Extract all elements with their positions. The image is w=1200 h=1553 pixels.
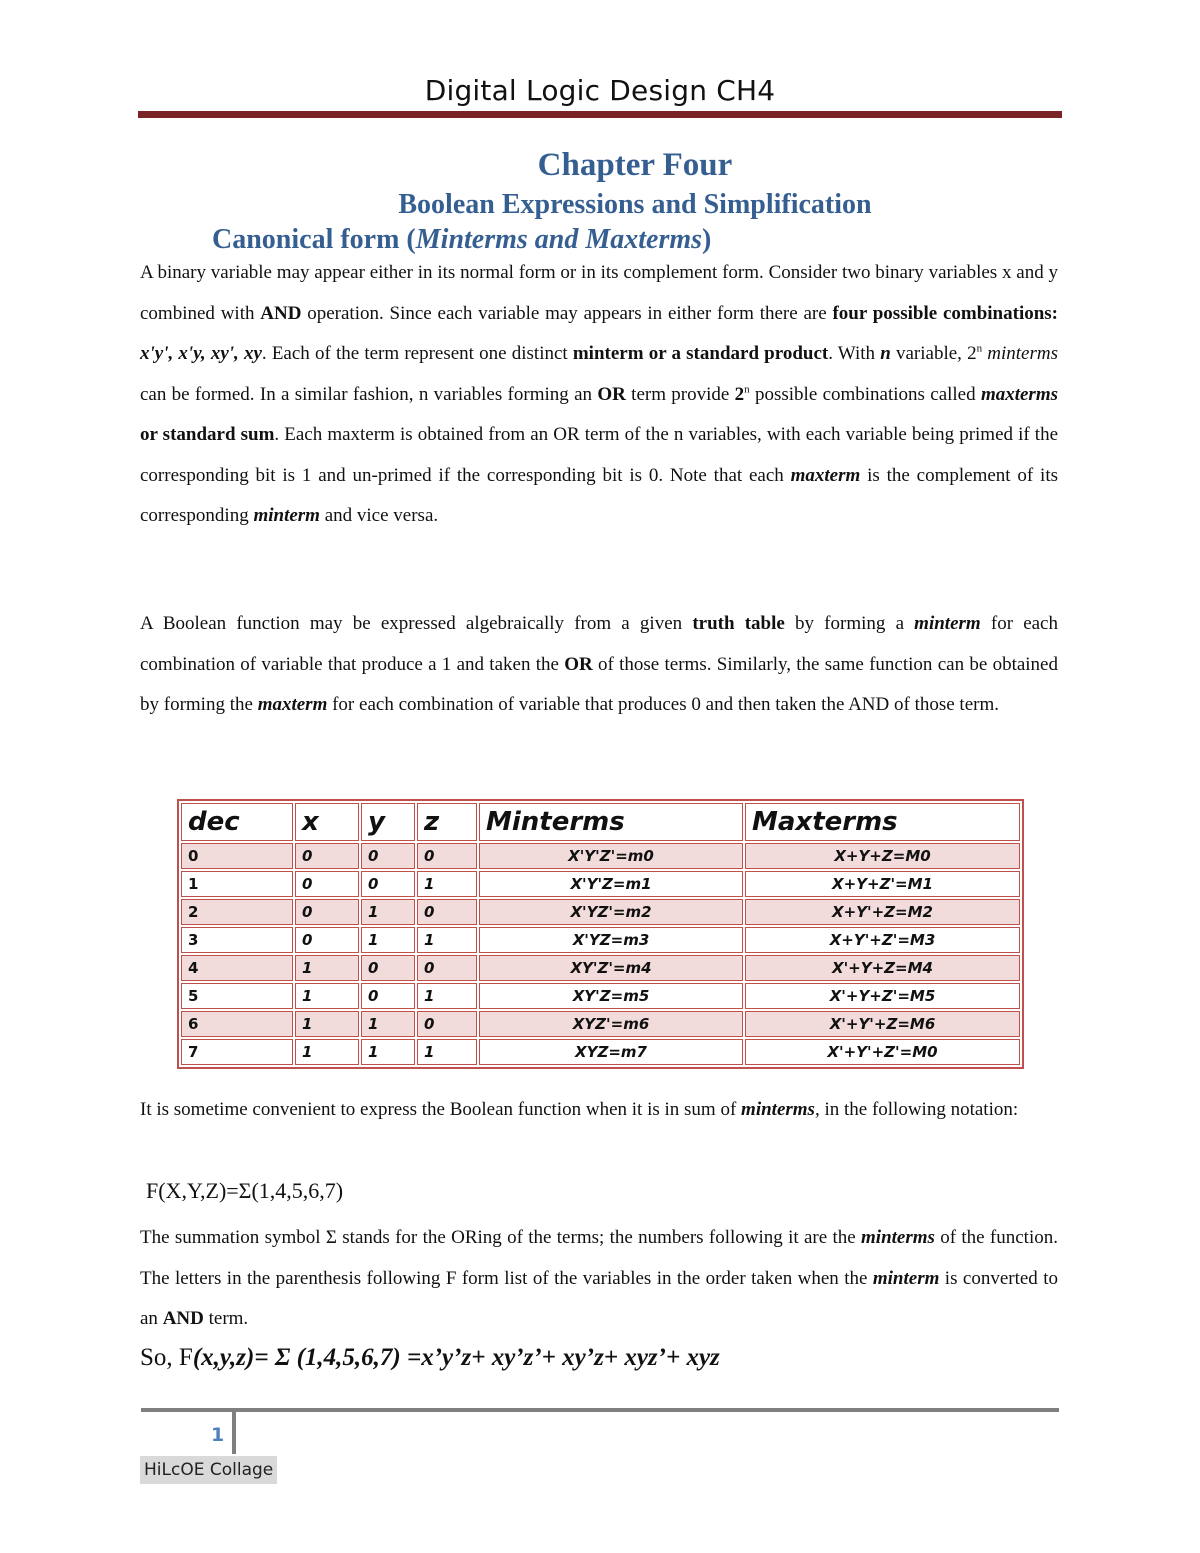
- table-row: [181, 955, 1020, 981]
- page-number: 1: [211, 1424, 225, 1446]
- cell-z: 0: [417, 955, 477, 981]
- cell-minterm: XYZ=m7: [479, 1039, 743, 1065]
- header-title: Digital Logic Design CH4: [424, 74, 776, 107]
- chapter-title: Chapter Four: [537, 147, 733, 183]
- cell-maxterm: X'+Y'+Z=M6: [745, 1011, 1020, 1037]
- header-rule: [138, 111, 1062, 118]
- cell-minterm: XY'Z'=m4: [479, 955, 743, 981]
- cell-z: 0: [417, 899, 477, 925]
- header-minterms: Minterms: [479, 803, 743, 841]
- table-row: [181, 1011, 1020, 1037]
- cell-z: 0: [417, 1011, 477, 1037]
- cell-maxterm: X'+Y'+Z'=M0: [745, 1039, 1020, 1065]
- cell-y: 1: [361, 927, 415, 953]
- cell-y: 1: [361, 1039, 415, 1065]
- cell-z: 1: [417, 871, 477, 897]
- paragraph-truth-table: A Boolean function may be expressed algebraically from a given truth table by forming a minterm for each combination of variable that produce a 1 and taken the OR of those terms. Similarly, the same function can be obtained by forming the maxterm for each combination of variable that produces 0 and then taken the AND of those term.: [140, 613, 1058, 715]
- final-expression: So, F(x,y,z)= Σ (1,4,5,6,7) =x’y’z+ xy’z’+ xy’z+ xyz’+ xyz: [140, 1344, 720, 1371]
- cell-x: 1: [295, 1039, 359, 1065]
- cell-dec: 3: [181, 927, 293, 953]
- cell-maxterm: X+Y'+Z'=M3: [745, 927, 1020, 953]
- cell-maxterm: X+Y+Z'=M1: [745, 871, 1020, 897]
- cell-z: 1: [417, 927, 477, 953]
- cell-z: 1: [417, 983, 477, 1009]
- cell-dec: 5: [181, 983, 293, 1009]
- cell-minterm: XY'Z=m5: [479, 983, 743, 1009]
- table-row: [181, 927, 1020, 953]
- cell-x: 1: [295, 1011, 359, 1037]
- sum-of-minterms-formula: F(X,Y,Z)=Σ(1,4,5,6,7): [146, 1178, 344, 1203]
- chapter-subtitle: Boolean Expressions and Simplification: [398, 189, 872, 220]
- header-y: y: [361, 803, 415, 841]
- cell-x: 1: [295, 983, 359, 1009]
- footer-organization: HiLcOE Collage: [140, 1456, 277, 1484]
- cell-y: 1: [361, 1011, 415, 1037]
- table-row: [181, 983, 1020, 1009]
- cell-minterm: X'YZ=m3: [479, 927, 743, 953]
- cell-y: 0: [361, 871, 415, 897]
- cell-minterm: X'Y'Z=m1: [479, 871, 743, 897]
- paragraph-sum-of-minterms: It is sometime convenient to express the Boolean function when it is in sum of minterms, in the following notation:: [140, 1099, 1019, 1120]
- cell-minterm: X'YZ'=m2: [479, 899, 743, 925]
- cell-z: 0: [417, 843, 477, 869]
- cell-dec: 7: [181, 1039, 293, 1065]
- cell-dec: 0: [181, 843, 293, 869]
- header-x: x: [295, 803, 359, 841]
- cell-dec: 6: [181, 1011, 293, 1037]
- table-row: [181, 899, 1020, 925]
- cell-dec: 1: [181, 871, 293, 897]
- cell-x: 0: [295, 927, 359, 953]
- cell-x: 0: [295, 899, 359, 925]
- paragraph-summation-symbol: The summation symbol Σ stands for the ORing of the terms; the numbers following it are the minterms of the function. The letters in the parenthesis following F form list of the variables in the order taken when the minterm is converted to an AND term.: [140, 1227, 1058, 1329]
- footer-divider: [232, 1410, 236, 1454]
- cell-dec: 4: [181, 955, 293, 981]
- table-row: [181, 871, 1020, 897]
- cell-dec: 2: [181, 899, 293, 925]
- cell-maxterm: X'+Y+Z'=M5: [745, 983, 1020, 1009]
- header-z: z: [417, 803, 477, 841]
- cell-z: 1: [417, 1039, 477, 1065]
- cell-x: 0: [295, 843, 359, 869]
- minterm-maxterm-table: [177, 799, 1024, 1069]
- cell-y: 0: [361, 983, 415, 1009]
- cell-minterm: X'Y'Z'=m0: [479, 843, 743, 869]
- table-header-row: [181, 803, 1020, 841]
- paragraph-canonical-form: A binary variable may appear either in its normal form or in its complement form. Consider two binary variables x and y combined with AND operation. Since each variable may appears in either form there are four possible combinations: x'y', x'y, xy', xy. Each of the term represent one distinct minterm or a standard product. With n variable, 2$^n$ minterms can be formed. In a similar fashion, n variables forming an OR term provide 2$^n$ possible combinations called maxterms or standard sum. Each maxterm is obtained from an OR term of the n variables, with each variable being primed if the corresponding bit is 1 and un-primed if the corresponding bit is 0. Note that each maxterm is the complement of its corresponding minterm and vice versa.: [140, 262, 1059, 526]
- cell-maxterm: X+Y+Z=M0: [745, 843, 1020, 869]
- cell-minterm: XYZ'=m6: [479, 1011, 743, 1037]
- cell-maxterm: X+Y'+Z=M2: [745, 899, 1020, 925]
- cell-x: 0: [295, 871, 359, 897]
- footer-rule: [141, 1408, 1059, 1412]
- cell-x: 1: [295, 955, 359, 981]
- cell-y: 0: [361, 955, 415, 981]
- cell-maxterm: X'+Y+Z=M4: [745, 955, 1020, 981]
- header-maxterms: Maxterms: [745, 803, 1020, 841]
- header-dec: dec: [181, 803, 293, 841]
- table-row: [181, 843, 1020, 869]
- cell-y: 0: [361, 843, 415, 869]
- table-row: [181, 1039, 1020, 1065]
- section-heading: Canonical form (Minterms and Maxterms): [212, 224, 712, 255]
- cell-y: 1: [361, 899, 415, 925]
